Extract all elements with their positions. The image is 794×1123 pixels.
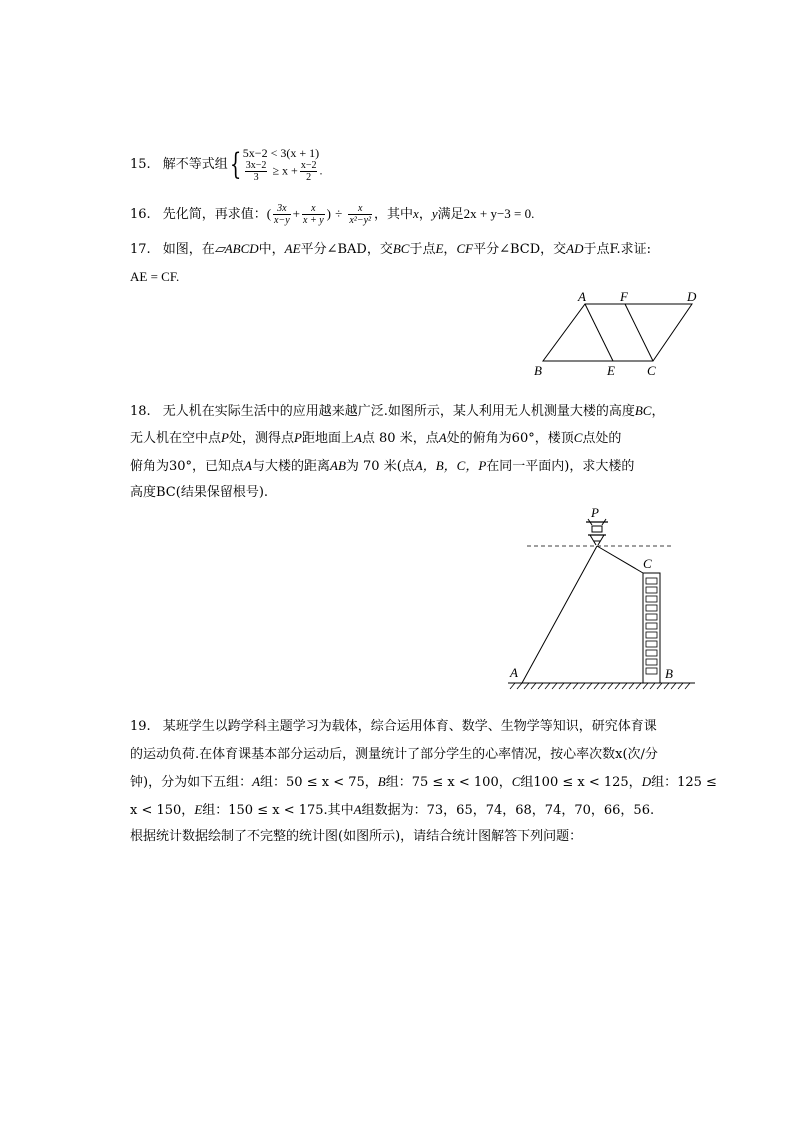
label-f: F [620, 289, 628, 304]
inequality-2: $\frac{3x-2}{3}$ ≥ x + $\frac{x-2}{2}$ . [245, 160, 323, 183]
q17-number: 17. [130, 242, 151, 257]
q15 [130, 146, 322, 183]
label-b: B [665, 666, 673, 681]
label-p: P [591, 505, 599, 520]
q19-number: 19. [130, 719, 151, 734]
ground-hatching [510, 683, 690, 689]
drone-figure [500, 505, 705, 695]
label-b: B [534, 363, 542, 378]
fraction: $\frac{x-2}{2}$ [300, 160, 317, 183]
q17-line-1: 17. 如图，在▱ABCD中，AE平分∠BAD，交BC于点E，CF平分∠BCD，交AD于点F.求证: [130, 241, 651, 257]
q15-number: 15. [130, 157, 151, 172]
parallelogram-figure [530, 288, 710, 380]
parallelogram-abcd [543, 304, 692, 361]
segment-ae [585, 304, 613, 361]
fraction: $\frac{x}{x + y}$ [303, 203, 324, 226]
segment-pa [522, 546, 597, 683]
label-c: C [647, 363, 656, 378]
label-a: A [510, 665, 518, 680]
inequality-system [243, 146, 323, 183]
label-a: A [578, 289, 586, 304]
drone-icon [586, 519, 608, 545]
inequality-1: 5x−2 < 3(x + 1) [242, 146, 320, 160]
q19-line-1: 19. 某班学生以跨学科主题学习为载体，综合运用体育、数学、生物学等知识，研究体育课 [130, 719, 657, 734]
fraction: $\frac{3x}{x-y}$ [274, 203, 290, 226]
q16-text: 先化简，再求值： [162, 207, 267, 222]
q18-line-3: 俯角为30°，已知点A与大楼的距离AB为 70 米(点A，B，C，P在同一平面内)，求大楼的 [130, 458, 635, 474]
q18-line-4: 高度BC(结果保留根号). [130, 485, 269, 500]
q15-text: 解不等式组 [162, 157, 228, 172]
q18-line-2: 无人机在空中点P处，测得点P距地面上A点 80 米，点A处的俯角为60°，楼顶C点处的 [130, 430, 622, 446]
label-c: C [643, 556, 652, 571]
fraction: $\frac{x}{\text{x²−y²}}$ [349, 203, 372, 226]
q19-line-4: x < 150，E组：150 ≤ x < 175.其中A组数据为：73，65，74，68，74，70，66，56. [130, 802, 655, 818]
q19-line-2: 的运动负荷.在体育课基本部分运动后，测量统计了部分学生的心率情况，按心率次数x(次/分 [130, 747, 658, 762]
system-brace: { [229, 146, 241, 182]
segment-cf [625, 304, 653, 361]
fraction: $\frac{3x-2}{3}$ [245, 160, 267, 183]
q18-line-1: 18. 无人机在实际生活中的应用越来越广泛.如图所示，某人利用无人机测量大楼的高度BC， [130, 403, 665, 419]
label-d: D [687, 289, 697, 304]
q18-number: 18. [130, 404, 151, 419]
q19-line-5: 根据统计数据绘制了不完整的统计图(如图所示)，请结合统计图解答下列问题： [130, 829, 583, 844]
q16-number: 16. [130, 207, 151, 222]
building [643, 573, 660, 683]
q19-line-3: 钟)，分为如下五组：A组：50 ≤ x < 75，B组：75 ≤ x < 100，C组100 ≤ x < 125，D组：125 ≤ [130, 774, 717, 790]
segment-pc [597, 546, 643, 573]
q16: 16. 先化简，再求值：( $\frac{3x}{x-y}$ + $\frac{x}{x + y}$ ) ÷ $\frac{x}{\text{x²−y²}}$ ，其中x，y满足2x + y−3 = 0. [130, 203, 535, 226]
label-e: E [607, 363, 615, 378]
building-windows [646, 578, 657, 674]
q17-line-2: AE = CF. [130, 269, 180, 284]
